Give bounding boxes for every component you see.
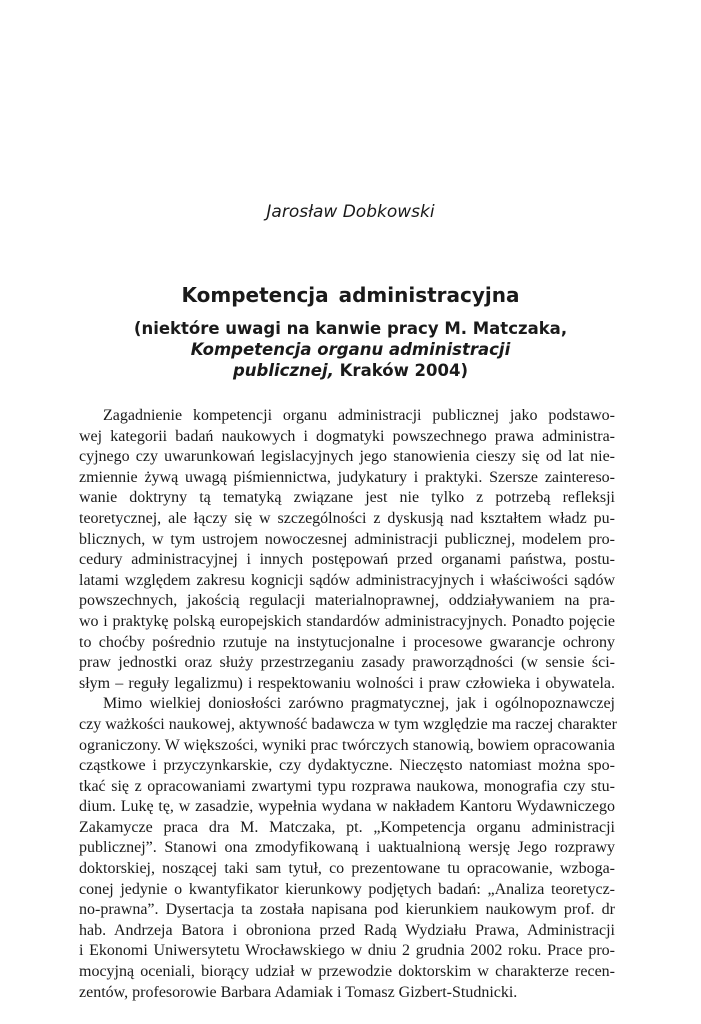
text-line: cząstkowe i przyczynkarskie, czy dydaktyczne. Nieczęsto natomiast można spo- — [79, 757, 615, 775]
text-line: publicznej”. Stanowi ona zmodyfikowaną i uaktualnioną wersję Jego rozprawy — [79, 839, 615, 857]
text-line: słym – reguły legalizmu) i respektowaniu wolności i praw człowieka i obywatela. — [79, 674, 615, 692]
subtitle-line-3 — [0, 360, 701, 381]
article-title: Kompetencja administracyjna — [181, 283, 520, 307]
paragraph — [79, 406, 615, 694]
text-line: Mimo wielkiej doniosłości zarówno pragmatycznej, jak i ogólnopoznawczej — [103, 695, 615, 713]
text-line: hab. Andrzeja Batora i obroniona przed Radą Wydziału Prawa, Administracji — [79, 921, 615, 939]
text-line: i Ekonomi Uniwersytetu Wrocławskiego w dniu 2 grudnia 2002 roku. Prace pro- — [79, 942, 615, 960]
text-line: czy ważkości naukowej, aktywność badawcza w tym względzie ma raczej charakter — [79, 715, 617, 733]
text-line: zentów, profesorowie Barbara Adamiak i Tomasz Gizbert-Studnicki. — [79, 983, 518, 1001]
subtitle-line-1: (niektóre uwagi na kanwie pracy M. Matczaka, — [133, 319, 568, 338]
text-line: praw jednostki oraz służy przestrzeganiu zasady praworządności (w sensie ści- — [79, 654, 615, 672]
text-line: latami względem zakresu kognicji sądów administracyjnych i właściwości sądów — [79, 571, 615, 589]
text-line: tkać się z opracowaniami zwartymi typu rozprawa naukowa, monografia czy stu- — [79, 777, 615, 795]
subtitle-line-3-italic: publicznej, — [232, 361, 334, 380]
text-line: cyjnego czy uwarunkowań legislacyjnych jego stanowienia cieszy się od lat nie- — [79, 448, 615, 466]
text-line: conej jedynie o kwantyfikator kierunkowy podjętych badań: „Analiza teoretycz- — [79, 880, 615, 898]
text-line: wo i praktykę polską europejskich standardów administracyjnych. Ponadto pojęcie — [79, 612, 615, 630]
text-line: wej kategorii badań naukowych i dogmatyki powszechnego prawa administra- — [79, 427, 615, 445]
text-line: mocyjną oceniali, biorący udział w przewodzie doktorskim w charakterze recen- — [79, 963, 615, 981]
text-line: doktorskiej, noszącej taki sam tytuł, co prezentowane tu opracowanie, wzboga- — [79, 860, 615, 878]
article-subtitle — [0, 318, 701, 381]
text-line: ograniczony. W większości, wyniki prac twórczych stanowią, bowiem opracowania — [79, 736, 615, 754]
text-line: teoretycznej, ale łączy się w szczególności z dyskusją nad kształtem władz pu- — [79, 509, 615, 527]
text-line: Zakamycze praca dra M. Matczaka, pt. „Kompetencja organu administracji — [79, 818, 615, 836]
author-name: Jarosław Dobkowski — [266, 202, 435, 222]
paragraph — [79, 694, 615, 1003]
subtitle-line-3-rest: Kraków 2004) — [333, 361, 469, 380]
body-text — [79, 406, 615, 1003]
subtitle-line-2: Kompetencja organu administracji — [190, 340, 511, 359]
text-line: to choćby pośrednio rzutuje na instytucjonalne i procesowe gwarancje ochrony — [79, 633, 615, 651]
text-line: Zagadnienie kompetencji organu administracji publicznej jako podstawo- — [103, 407, 615, 424]
text-line: cedury administracyjnej i innych postępowań przed organami państwa, postu- — [79, 551, 615, 569]
text-line: zmiennie żywą uwagą piśmiennictwa, judykatury i praktyki. Szersze zaintereso- — [79, 468, 615, 486]
text-line: dium. Lukę tę, w zasadzie, wypełnia wydana w nakładem Kantoru Wydawniczego — [79, 798, 615, 816]
text-line: blicznych, w tym ustrojem nowoczesnej administracji publicznej, modelem pro- — [79, 530, 615, 548]
text-line: no-prawna”. Dysertacja ta została napisana pod kierunkiem naukowym prof. dr — [79, 901, 615, 919]
text-line: powszechnych, jakością regulacji materialnoprawnej, oddziaływaniem na pra- — [79, 592, 615, 610]
text-line: wanie doktryny tą tematyką związane jest nie tylko z potrzebą refleksji — [79, 489, 615, 507]
